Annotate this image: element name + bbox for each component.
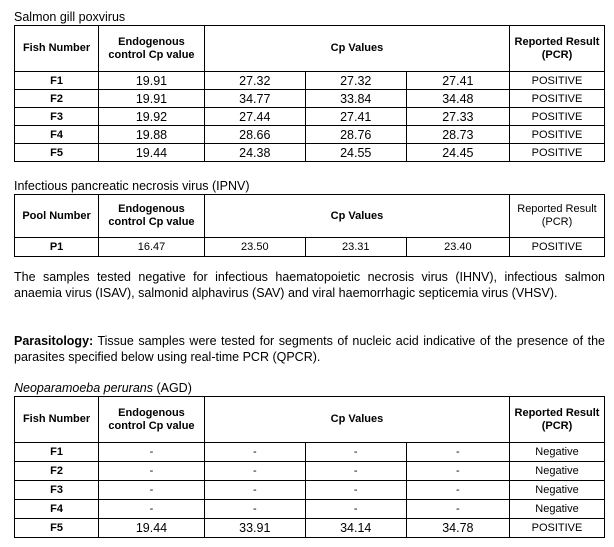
cp-value-1: 27.44 — [204, 108, 305, 126]
table-row — [15, 462, 605, 481]
result: POSITIVE — [510, 519, 605, 538]
result: Negative — [510, 481, 605, 500]
fish-id: F4 — [15, 500, 99, 519]
result: POSITIVE — [510, 72, 605, 90]
endo-value: - — [99, 462, 205, 481]
cp-value-2: 33.84 — [305, 90, 406, 108]
cp-value-1: - — [204, 500, 305, 519]
cp-value-2: 28.76 — [305, 126, 406, 144]
cp-value-3: 27.33 — [406, 108, 509, 126]
header-endogenous: Endogenous control Cp value — [99, 26, 205, 72]
header-endogenous: Endogenous control Cp value — [99, 397, 205, 443]
table-row — [15, 90, 605, 108]
result: POSITIVE — [510, 108, 605, 126]
header-result: Reported Result (PCR) — [510, 397, 605, 443]
cp-value-1: 23.50 — [204, 238, 305, 257]
table-row — [15, 443, 605, 462]
fish-id: F1 — [15, 72, 99, 90]
cp-value-1: - — [204, 443, 305, 462]
fish-id: F5 — [15, 519, 99, 538]
table-row — [15, 481, 605, 500]
cp-value-3: - — [406, 462, 509, 481]
cp-value-3: 23.40 — [406, 238, 509, 257]
endo-value: - — [99, 481, 205, 500]
fish-id: F2 — [15, 462, 99, 481]
cp-value-2: 27.41 — [305, 108, 406, 126]
endo-value: 19.88 — [99, 126, 205, 144]
table-row — [15, 108, 605, 126]
table-row — [15, 519, 605, 538]
header-result: Reported Result (PCR) — [510, 195, 605, 238]
salmon-gill-table — [14, 25, 605, 162]
table-row — [15, 238, 605, 257]
result: POSITIVE — [510, 126, 605, 144]
cp-value-1: 34.77 — [204, 90, 305, 108]
header-pool-number: Pool Number — [15, 195, 99, 238]
result: Negative — [510, 462, 605, 481]
cp-value-1: - — [204, 462, 305, 481]
table-row — [15, 126, 605, 144]
header-fish-number: Fish Number — [15, 26, 99, 72]
endo-value: - — [99, 443, 205, 462]
fish-id: F2 — [15, 90, 99, 108]
cp-value-2: - — [305, 481, 406, 500]
cp-value-1: 24.38 — [204, 144, 305, 162]
fish-id: F3 — [15, 481, 99, 500]
cp-value-2: - — [305, 443, 406, 462]
result: POSITIVE — [510, 144, 605, 162]
endo-value: - — [99, 500, 205, 519]
agd-title-species: Neoparamoeba perurans — [14, 381, 153, 395]
cp-value-3: 27.41 — [406, 72, 509, 90]
negative-note: The samples tested negative for infectious haematopoietic necrosis virus (IHNV), infectious salmon anaemia virus (ISAV), salmonid alphavirus (SAV) and viral haemorrhagic septicemia virus (VHSV). — [14, 270, 605, 300]
endo-value: 19.92 — [99, 108, 205, 126]
agd-title-rest: (AGD) — [152, 381, 192, 395]
result: POSITIVE — [510, 90, 605, 108]
cp-value-2: - — [305, 500, 406, 519]
cp-value-3: 34.48 — [406, 90, 509, 108]
ipnv-title: Infectious pancreatic necrosis virus (IPNV) — [14, 179, 250, 193]
endo-value: 19.91 — [99, 72, 205, 90]
header-endogenous: Endogenous control Cp value — [99, 195, 205, 238]
header-fish-number: Fish Number — [15, 397, 99, 443]
endo-value: 16.47 — [99, 238, 205, 257]
header-cp-values: Cp Values — [204, 26, 509, 72]
cp-value-2: 27.32 — [305, 72, 406, 90]
salmon-gill-title: Salmon gill poxvirus — [14, 10, 126, 24]
cp-value-3: - — [406, 481, 509, 500]
cp-value-3: 24.45 — [406, 144, 509, 162]
fish-id: F5 — [15, 144, 99, 162]
cp-value-1: 27.32 — [204, 72, 305, 90]
ipnv-table — [14, 194, 605, 257]
cp-value-3: 34.78 — [406, 519, 509, 538]
header-result: Reported Result (PCR) — [510, 26, 605, 72]
cp-value-2: 23.31 — [305, 238, 406, 257]
agd-table — [14, 396, 605, 538]
header-cp-values: Cp Values — [204, 397, 509, 443]
fish-id: F3 — [15, 108, 99, 126]
fish-id: F1 — [15, 443, 99, 462]
cp-value-2: - — [305, 462, 406, 481]
cp-value-3: 28.73 — [406, 126, 509, 144]
cp-value-1: 33.91 — [204, 519, 305, 538]
table-row — [15, 144, 605, 162]
fish-id: F4 — [15, 126, 99, 144]
header-cp-values: Cp Values — [204, 195, 509, 238]
parasitology-label: Parasitology: — [14, 334, 94, 348]
result: POSITIVE — [510, 238, 605, 257]
parasitology-text: Tissue samples were tested for segments of nucleic acid indicative of the presence of the parasites specified below using real-time PCR (QPCR). — [14, 334, 605, 364]
parasitology-paragraph — [14, 334, 605, 365]
cp-value-3: - — [406, 500, 509, 519]
pool-id: P1 — [15, 238, 99, 257]
cp-value-2: 34.14 — [305, 519, 406, 538]
result: Negative — [510, 443, 605, 462]
cp-value-2: 24.55 — [305, 144, 406, 162]
table-row — [15, 500, 605, 519]
cp-value-1: - — [204, 481, 305, 500]
cp-value-1: 28.66 — [204, 126, 305, 144]
table-row — [15, 72, 605, 90]
cp-value-3: - — [406, 443, 509, 462]
result: Negative — [510, 500, 605, 519]
agd-title — [14, 381, 192, 395]
endo-value: 19.44 — [99, 519, 205, 538]
endo-value: 19.91 — [99, 90, 205, 108]
endo-value: 19.44 — [99, 144, 205, 162]
